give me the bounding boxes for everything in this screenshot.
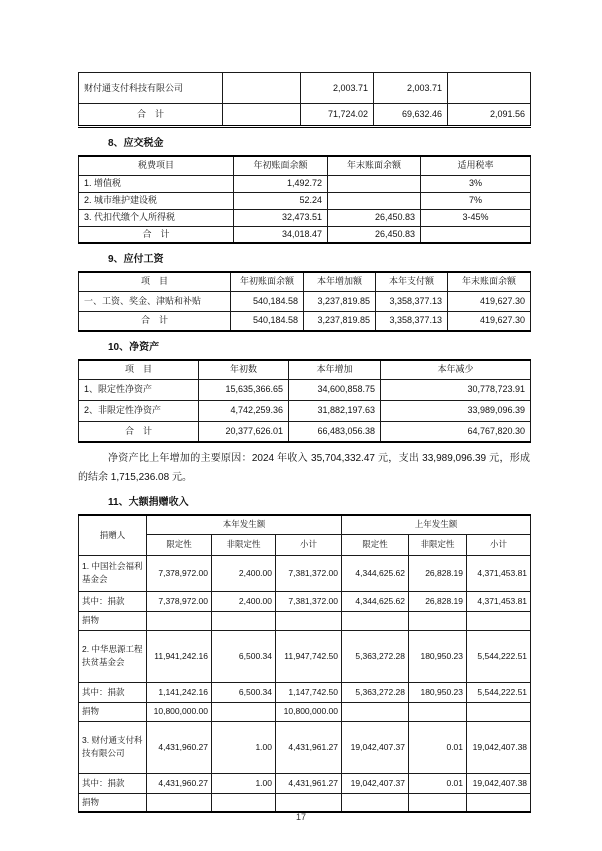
table-cell: 合 计 xyxy=(79,311,231,331)
table-cell: 4,431,960.27 xyxy=(147,773,212,793)
table-cell: 540,184.58 xyxy=(231,291,304,311)
table-cell xyxy=(467,793,531,812)
table-cell: 1.00 xyxy=(212,773,276,793)
table-cell xyxy=(147,793,212,812)
section-heading-wages: 9、应付工资 xyxy=(108,254,164,265)
column-header: 年初数 xyxy=(199,360,289,379)
total-row xyxy=(79,104,531,127)
column-header: 税费项目 xyxy=(79,156,234,175)
table-cell: 20,377,626.01 xyxy=(199,421,289,442)
table-row xyxy=(79,209,531,226)
table-cell: 7,378,972.00 xyxy=(147,591,212,611)
table-cell: 3% xyxy=(421,175,531,192)
table-cell: 19,042,407.38 xyxy=(467,721,531,773)
table-cell: 1,492.72 xyxy=(234,175,328,192)
table-cell: 2,400.00 xyxy=(212,555,276,591)
table-cell: 4,431,961.27 xyxy=(276,773,342,793)
table-cell: 7% xyxy=(421,192,531,209)
table-row xyxy=(79,702,531,721)
table-cell: 一、工资、奖金、津贴和补贴 xyxy=(79,291,231,311)
table-row xyxy=(79,379,531,400)
table-row xyxy=(79,555,531,591)
page-content xyxy=(78,72,530,813)
table-cell: 19,042,407.37 xyxy=(342,773,409,793)
donations-table xyxy=(78,514,531,813)
column-header: 项 目 xyxy=(79,272,231,291)
table-row xyxy=(79,793,531,812)
table-row xyxy=(79,682,531,702)
column-group-header: 上年发生额 xyxy=(342,515,531,534)
table-cell: 2,400.00 xyxy=(212,591,276,611)
table-cell: 34,018.47 xyxy=(234,226,328,243)
table-cell: 1. 中国社会福利基金会 xyxy=(79,555,147,591)
table-cell: 11,947,742.50 xyxy=(276,630,342,682)
column-header: 限定性 xyxy=(147,534,212,555)
table-row xyxy=(79,630,531,682)
column-header: 年末账面余额 xyxy=(328,156,421,175)
table-row xyxy=(79,192,531,209)
table-cell: 419,627.30 xyxy=(448,311,531,331)
table-cell: 69,632.46 xyxy=(374,104,448,127)
table-cell: 5,363,272.28 xyxy=(342,630,409,682)
table-cell xyxy=(147,611,212,630)
table-cell xyxy=(328,175,421,192)
table-cell: 34,600,858.75 xyxy=(289,379,381,400)
table-cell: 5,544,222.51 xyxy=(467,630,531,682)
column-header: 小计 xyxy=(467,534,531,555)
header-row xyxy=(79,272,531,291)
table-cell: 1、限定性净资产 xyxy=(79,379,199,400)
table-cell: 0.01 xyxy=(409,773,467,793)
section-heading-net-assets: 10、净资产 xyxy=(108,342,160,353)
table-cell: 4,371,453.81 xyxy=(467,591,531,611)
table-cell xyxy=(467,702,531,721)
table-row xyxy=(79,591,531,611)
table-cell: 26,828.19 xyxy=(409,555,467,591)
net-assets-note: 净资产比上年增加的主要原因：2024 年收入 35,704,332.47 元，支出 33,989,096.39 元，形成的结余 1,715,236.08 元。 xyxy=(78,453,530,483)
total-row xyxy=(79,421,531,442)
table-cell: 32,473.51 xyxy=(234,209,328,226)
table-cell: 1,141,242.16 xyxy=(147,682,212,702)
table-cell: 2. 中华思源工程扶贫基金会 xyxy=(79,630,147,682)
table-cell: 64,767,820.30 xyxy=(381,421,531,442)
column-header: 限定性 xyxy=(342,534,409,555)
table-cell xyxy=(276,611,342,630)
table-cell: 3,358,377.13 xyxy=(376,291,448,311)
table-cell: 6,500.34 xyxy=(212,630,276,682)
table-cell: 合 计 xyxy=(79,226,234,243)
column-header: 本年增加额 xyxy=(304,272,376,291)
column-header: 年初账面余额 xyxy=(231,272,304,291)
table-cell xyxy=(421,226,531,243)
table-cell xyxy=(212,793,276,812)
column-header: 非限定性 xyxy=(409,534,467,555)
table-cell: 7,381,372.00 xyxy=(276,591,342,611)
wages-payable-table xyxy=(78,271,531,332)
table-cell xyxy=(342,611,409,630)
column-header: 本年增加 xyxy=(289,360,381,379)
page-number: 17 xyxy=(295,812,306,822)
total-row xyxy=(79,226,531,243)
table-cell: 31,882,197.63 xyxy=(289,400,381,421)
table-cell: 52.24 xyxy=(234,192,328,209)
table-cell: 6,500.34 xyxy=(212,682,276,702)
table-row xyxy=(79,721,531,773)
section-heading-donations: 11、大额捐赠收入 xyxy=(108,497,189,508)
table-cell xyxy=(223,73,301,104)
table-cell: 71,724.02 xyxy=(301,104,374,127)
table-row xyxy=(79,611,531,630)
column-header: 年末账面余额 xyxy=(448,272,531,291)
table-row xyxy=(79,773,531,793)
column-header: 小计 xyxy=(276,534,342,555)
table-cell: 26,828.19 xyxy=(409,591,467,611)
net-assets-table xyxy=(78,359,531,443)
table-cell xyxy=(409,611,467,630)
table-cell xyxy=(409,702,467,721)
table-cell: 4,431,961.27 xyxy=(276,721,342,773)
table-cell: 1,147,742.50 xyxy=(276,682,342,702)
table-cell: 66,483,056.38 xyxy=(289,421,381,442)
table-cell xyxy=(276,793,342,812)
table-cell: 15,635,366.65 xyxy=(199,379,289,400)
table-cell: 其中：捐款 xyxy=(79,591,147,611)
column-group-header: 本年发生额 xyxy=(147,515,342,534)
column-header: 本年减少 xyxy=(381,360,531,379)
table-cell: 33,989,096.39 xyxy=(381,400,531,421)
table-cell: 2、非限定性净资产 xyxy=(79,400,199,421)
table-cell: 5,544,222.51 xyxy=(467,682,531,702)
table-cell xyxy=(212,702,276,721)
column-header: 捐赠人 xyxy=(79,515,147,555)
table-cell xyxy=(342,702,409,721)
table-cell: 其中：捐款 xyxy=(79,682,147,702)
table-cell: 7,378,972.00 xyxy=(147,555,212,591)
table-cell: 30,778,723.91 xyxy=(381,379,531,400)
table-cell: 捐物 xyxy=(79,611,147,630)
table-cell: 3,358,377.13 xyxy=(376,311,448,331)
table-cell: 19,042,407.37 xyxy=(342,721,409,773)
table-cell: 合 计 xyxy=(79,421,199,442)
table-cell xyxy=(328,192,421,209)
table-row xyxy=(79,291,531,311)
table-cell: 419,627.30 xyxy=(448,291,531,311)
header-row xyxy=(79,515,531,534)
table-cell: 3,237,819.85 xyxy=(304,311,376,331)
table-row xyxy=(79,400,531,421)
table-cell: 540,184.58 xyxy=(231,311,304,331)
header-row xyxy=(79,360,531,379)
table-row xyxy=(79,73,531,104)
table-cell: 180,950.23 xyxy=(409,630,467,682)
table-cell: 1. 增值税 xyxy=(79,175,234,192)
total-row xyxy=(79,311,531,331)
tax-payable-table xyxy=(78,155,531,244)
table-cell: 财付通支付科技有限公司 xyxy=(79,73,223,104)
table-cell: 1.00 xyxy=(212,721,276,773)
table-cell xyxy=(212,611,276,630)
table-cell: 4,742,259.36 xyxy=(199,400,289,421)
table-cell: 3,237,819.85 xyxy=(304,291,376,311)
table-cell: 捐物 xyxy=(79,793,147,812)
table-cell: 26,450.83 xyxy=(328,209,421,226)
table-cell xyxy=(409,793,467,812)
table-cell: 10,800,000.00 xyxy=(276,702,342,721)
table-cell: 5,363,272.28 xyxy=(342,682,409,702)
table-cell: 7,381,372.00 xyxy=(276,555,342,591)
section-heading-taxes: 8、应交税金 xyxy=(108,138,164,149)
column-header: 适用税率 xyxy=(421,156,531,175)
table-cell: 3. 代扣代缴个人所得税 xyxy=(79,209,234,226)
table-cell: 4,344,625.62 xyxy=(342,591,409,611)
table-cell: 4,371,453.81 xyxy=(467,555,531,591)
table-cell: 2,003.71 xyxy=(301,73,374,104)
header-row xyxy=(79,534,531,555)
column-header: 非限定性 xyxy=(212,534,276,555)
table-cell: 2. 城市维护建设税 xyxy=(79,192,234,209)
table-cell: 其中：捐款 xyxy=(79,773,147,793)
table-cell: 19,042,407.38 xyxy=(467,773,531,793)
table-cell xyxy=(448,73,531,104)
table-cell xyxy=(342,793,409,812)
table-cell xyxy=(223,104,301,127)
table-cell: 4,344,625.62 xyxy=(342,555,409,591)
table-cell: 合 计 xyxy=(79,104,223,127)
table-cell: 捐物 xyxy=(79,702,147,721)
column-header: 年初账面余额 xyxy=(234,156,328,175)
table-cell: 26,450.83 xyxy=(328,226,421,243)
column-header: 本年支付额 xyxy=(376,272,448,291)
table-cell xyxy=(467,611,531,630)
table-cell: 2,091.56 xyxy=(448,104,531,127)
table-cell: 4,431,960.27 xyxy=(147,721,212,773)
table-cell: 180,950.23 xyxy=(409,682,467,702)
table-cell: 2,003.71 xyxy=(374,73,448,104)
carryover-table xyxy=(78,72,531,128)
table-row xyxy=(79,175,531,192)
table-cell: 3. 财付通支付科技有限公司 xyxy=(79,721,147,773)
header-row xyxy=(79,156,531,175)
table-cell: 3-45% xyxy=(421,209,531,226)
table-cell: 11,941,242.16 xyxy=(147,630,212,682)
column-header: 项 目 xyxy=(79,360,199,379)
table-cell: 0.01 xyxy=(409,721,467,773)
table-cell: 10,800,000.00 xyxy=(147,702,212,721)
